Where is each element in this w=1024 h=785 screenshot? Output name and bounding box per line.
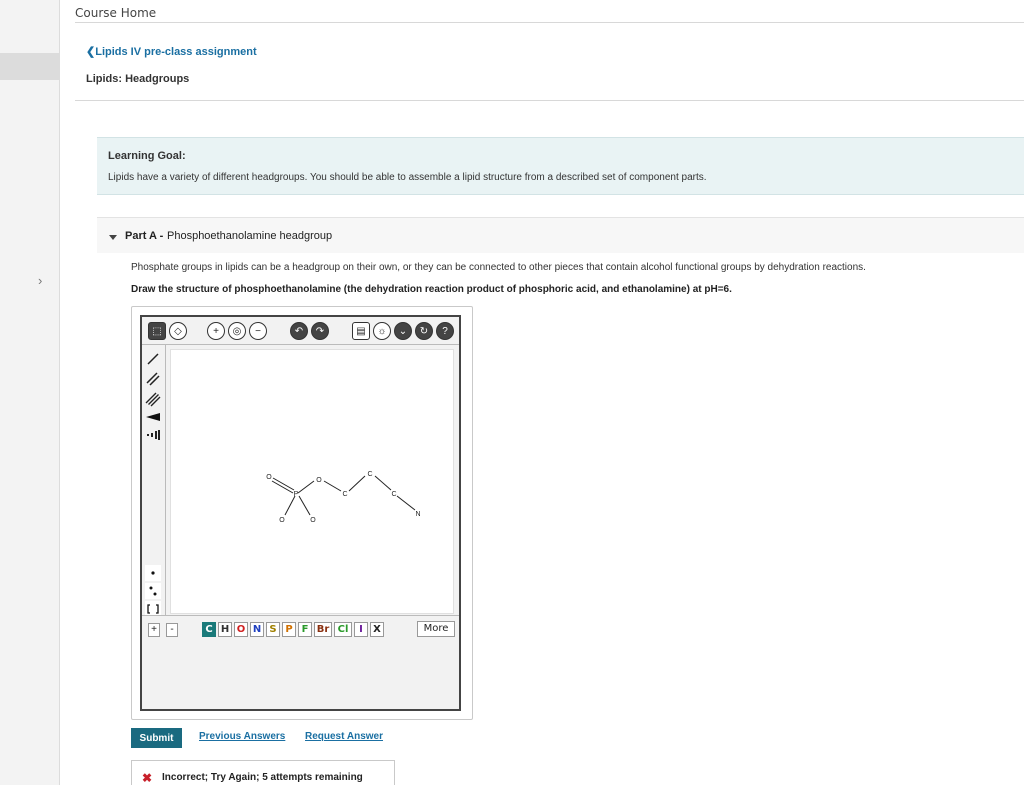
- redo-icon[interactable]: ↷: [311, 322, 329, 340]
- select-icon[interactable]: ⬚: [148, 322, 166, 340]
- atom-label-oxygen-right: O: [310, 517, 316, 524]
- template-icon[interactable]: ▤: [352, 322, 370, 340]
- structure-editor: [131, 306, 473, 720]
- gutter-selected-item[interactable]: [0, 53, 60, 80]
- expand-sidebar-chevron-icon[interactable]: ›: [38, 273, 43, 288]
- drawing-canvas[interactable]: [170, 349, 454, 614]
- negative-charge-button[interactable]: -: [166, 623, 178, 637]
- feedback-text: Incorrect; Try Again; 5 attempts remaining: [162, 772, 363, 783]
- page-title: Lipids: Headgroups: [86, 73, 190, 85]
- atom-button-c[interactable]: C: [202, 622, 216, 637]
- atom-label-oxygen-ester: O: [316, 477, 322, 484]
- atom-label-carbon-3: C: [391, 491, 397, 498]
- zoom-out-icon[interactable]: −: [249, 322, 267, 340]
- left-gutter: [0, 0, 60, 785]
- undo-icon[interactable]: ↶: [290, 322, 308, 340]
- request-answer-link[interactable]: Request Answer: [305, 731, 383, 742]
- hint-icon[interactable]: ☼: [373, 322, 391, 340]
- atom-label-oxygen-top: O: [266, 474, 272, 481]
- single-bond-icon[interactable]: [145, 351, 161, 367]
- help-icon[interactable]: ?: [436, 322, 454, 340]
- positive-charge-button[interactable]: +: [148, 623, 160, 637]
- atom-label-phosphorus: P: [293, 491, 299, 498]
- atom-button-n[interactable]: N: [250, 622, 264, 637]
- back-to-assignment-link[interactable]: [86, 45, 257, 58]
- question-text: Phosphate groups in lipids can be a headgroup on their own, or they can be connected to other pieces that contain alcohol functional groups by dehydration reactions.: [131, 262, 866, 273]
- feedback-message: [131, 760, 395, 785]
- atom-button-x[interactable]: X: [370, 622, 384, 637]
- atom-label-nitrogen: N: [415, 511, 421, 518]
- wedge-bond-icon[interactable]: [145, 409, 161, 425]
- atom-palette: [142, 615, 459, 641]
- learning-goal-box: [97, 137, 1024, 195]
- course-home-link[interactable]: Course Home: [75, 6, 157, 20]
- atom-button-cl[interactable]: Cl: [334, 622, 352, 637]
- reset-icon[interactable]: ↻: [415, 322, 433, 340]
- atom-button-h[interactable]: H: [218, 622, 232, 637]
- zoom-fit-icon[interactable]: ◎: [228, 322, 246, 340]
- atom-button-s[interactable]: S: [266, 622, 280, 637]
- zoom-in-icon[interactable]: +: [207, 322, 225, 340]
- molecule-structure: [171, 350, 455, 615]
- learning-goal-label: Learning Goal:: [108, 150, 186, 162]
- atom-button-f[interactable]: F: [298, 622, 312, 637]
- part-a-label: Part A -: [125, 230, 164, 242]
- lone-pair-icon[interactable]: [145, 583, 161, 599]
- expand-icon[interactable]: ⌄: [394, 322, 412, 340]
- divider: [75, 22, 1024, 23]
- caret-down-icon[interactable]: [109, 235, 117, 240]
- radical-icon[interactable]: [145, 565, 161, 581]
- double-bond-icon[interactable]: [145, 371, 161, 387]
- part-a-header[interactable]: [97, 217, 1024, 253]
- editor-frame: [140, 315, 461, 711]
- previous-answers-link[interactable]: Previous Answers: [199, 731, 286, 742]
- hash-bond-icon[interactable]: [145, 427, 161, 443]
- incorrect-icon: ✖: [142, 771, 153, 785]
- atom-label-carbon-2: C: [367, 471, 373, 478]
- learning-goal-text: Lipids have a variety of different headgroups. You should be able to assemble a lipid structure from a described set of component parts.: [108, 172, 707, 183]
- atom-label-carbon-1: C: [342, 491, 348, 498]
- back-link-label: Lipids IV pre-class assignment: [95, 46, 257, 58]
- atom-button-br[interactable]: Br: [314, 622, 332, 637]
- triple-bond-icon[interactable]: [145, 391, 161, 407]
- divider: [75, 100, 1024, 101]
- atom-button-i[interactable]: I: [354, 622, 368, 637]
- more-atoms-button[interactable]: More: [417, 621, 455, 637]
- atom-button-o[interactable]: O: [234, 622, 248, 637]
- atom-label-oxygen-left: O: [279, 517, 285, 524]
- chevron-left-icon: ❮: [86, 46, 96, 58]
- atom-button-p[interactable]: P: [282, 622, 296, 637]
- bond-tools-panel: [142, 345, 166, 615]
- part-a-title: Phosphoethanolamine headgroup: [167, 230, 333, 242]
- editor-toolbar: [142, 317, 459, 345]
- question-prompt: Draw the structure of phosphoethanolamine (the dehydration reaction product of phosphoric acid, and ethanolamine) at pH=6.: [131, 284, 732, 295]
- submit-button[interactable]: Submit: [131, 728, 182, 748]
- eraser-icon[interactable]: ◇: [169, 322, 187, 340]
